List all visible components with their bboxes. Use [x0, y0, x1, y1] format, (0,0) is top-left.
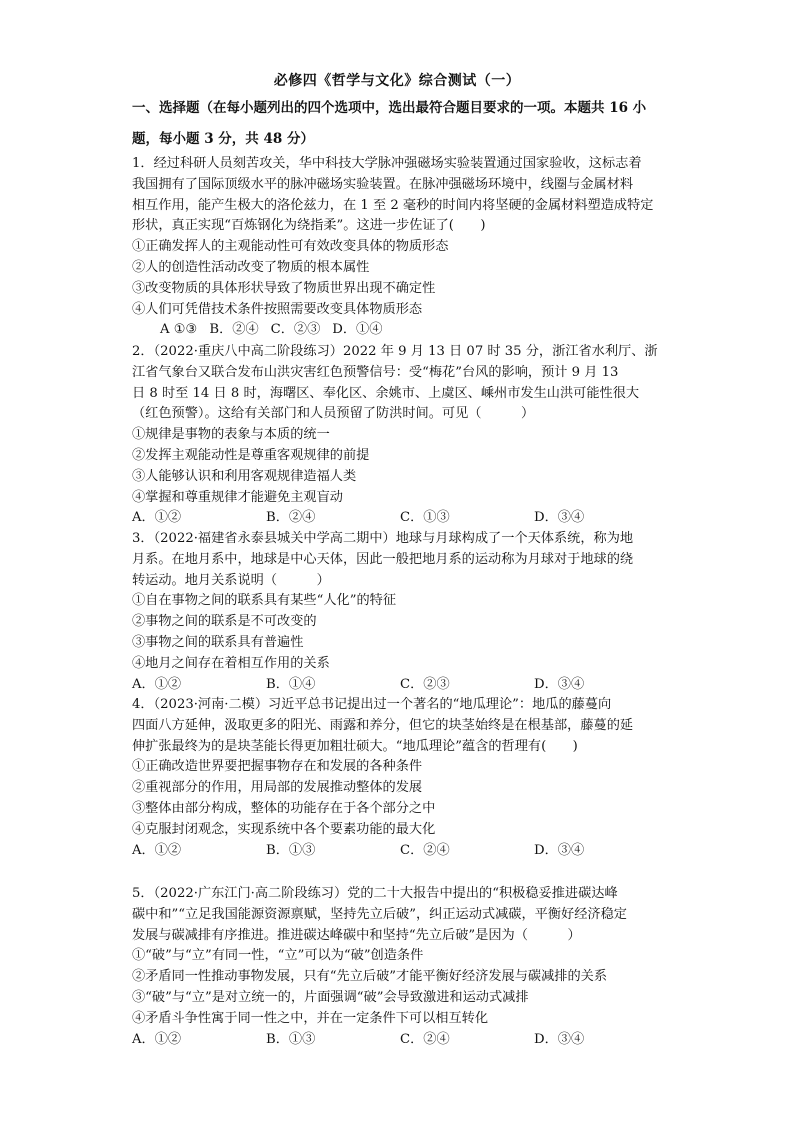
question-stem-line: 2．（2022·重庆八中高二阶段练习）2022 年 9 月 13 日 07 时 35 分，浙江省水利厅、浙 [132, 344, 658, 359]
choice-d[interactable]: D．③④ [534, 676, 585, 692]
question-stem-line: 四面八方延伸，汲取更多的阳光、雨露和养分，但它的块茎始终是在根基部，藤蔓的延 [132, 717, 634, 733]
statement-option: ②矛盾同一性推动事物发展，只有“先立后破”才能平衡好经济发展与碳减排的关系 [132, 969, 608, 985]
statement-option: ②重视部分的作用，用局部的发展推动整体的发展 [132, 780, 423, 796]
statement-option: ③“破”与“立”是对立统一的，片面强调“破”会导致激进和运动式减排 [132, 989, 529, 1005]
section-heading-line-1: 一、选择题（在每小题列出的四个选项中，选出最符合题目要求的一项。本题共 16 小 [132, 100, 647, 116]
question-stem-line: 月系。在地月系中，地球是中心天体，因此一般把地月系的运动称为月球对于地球的绕 [132, 551, 634, 567]
statement-option: ①自在事物之间的联系具有某些“人化”的特征 [132, 593, 397, 609]
choice-d[interactable]: D．①④ [332, 322, 383, 338]
choice-d[interactable]: D．③④ [534, 842, 585, 858]
page-title: 必修四《哲学与文化》综合测试（一） [273, 73, 521, 89]
statement-option: ④克服封闭观念，实现系统中各个要素功能的最大化 [132, 821, 436, 837]
question-stem-line: 1．经过科研人员刻苦攻关，华中科技大学脉冲强磁场实验装置通过国家验收，这标志着 [132, 156, 642, 171]
question-3 [132, 529, 668, 695]
choice-b[interactable]: B．①③ [266, 842, 316, 858]
question-5 [132, 884, 668, 1050]
statement-option: ③人能够认识和利用客观规律造福人类 [132, 468, 357, 484]
statement-option: ①正确改造世界要把握事物存在和发展的各种条件 [132, 759, 423, 775]
choice-a[interactable]: A．①② [132, 510, 182, 526]
statement-option: ④矛盾斗争性寓于同一性之中，并在一定条件下可以相互转化 [132, 1010, 489, 1026]
choice-c[interactable]: C．①③ [400, 510, 450, 526]
question-stem-line: （红色预警）。这给有关部门和人员预留了防洪时间。可见（ ） [132, 406, 535, 422]
choice-a[interactable]: A ①③ [160, 322, 198, 338]
question-stem-line: 4．（2023·河南·二模）习近平总书记提出过一个著名的“地瓜理论”：地瓜的藤蔓向 [132, 697, 612, 712]
answer-choices [132, 508, 668, 529]
question-stem-line: 转运动。地月关系说明（ ） [132, 572, 330, 588]
statement-option: ④人们可凭借技术条件按照需要改变具体物质形态 [132, 301, 423, 317]
question-stem-line: 我国拥有了国际顶级水平的脉冲磁场实验装置。在脉冲强磁场环境中，线圈与金属材料 [132, 176, 634, 192]
choice-a[interactable]: A．①② [132, 842, 182, 858]
choice-c[interactable]: C．②③ [270, 322, 321, 338]
choice-b[interactable]: B．②④ [266, 510, 316, 526]
statement-option: ②发挥主观能动性是尊重客观规律的前提 [132, 447, 370, 463]
statement-option: ④掌握和尊重规律才能避免主观盲动 [132, 489, 343, 505]
choice-d[interactable]: D．③④ [534, 510, 585, 526]
question-stem-line: 3．（2022·福建省永泰县城关中学高二期中）地球与月球构成了一个天体系统，称为地 [132, 531, 634, 546]
question-stem-line: 相互作用，能产生极大的洛伦兹力，在 1 至 2 毫秒的时间内将坚硬的金属材料塑造成特定 [132, 197, 654, 213]
question-4 [132, 695, 668, 861]
statement-option: ③改变物质的具体形状导致了物质世界出现不确定性 [132, 280, 436, 296]
question-stem-line: 发展与碳减排有序推进。推进碳达峰碳中和坚持“先立后破”是因为（ ） [132, 927, 581, 943]
question-stem-line: 日 8 时至 14 日 8 时，海曙区、奉化区、余姚市、上虞区、嵊州市发生山洪可能性很大 [132, 385, 640, 401]
statement-option: ①规律是事物的表象与本质的统一 [132, 427, 330, 443]
choice-c[interactable]: C．②③ [400, 676, 450, 692]
choice-b[interactable]: B．②④ [209, 322, 259, 338]
statement-option: ③事物之间的联系具有普遍性 [132, 634, 304, 650]
choice-b[interactable]: B．①④ [266, 676, 316, 692]
answer-choices [132, 675, 668, 696]
statement-option: ①正确发挥人的主观能动性可有效改变具体的物质形态 [132, 239, 449, 255]
statement-option: ①“破”与“立”有同一性，“立”可以为“破”创造条件 [132, 948, 424, 964]
statement-option: ②人的创造性活动改变了物质的根本属性 [132, 259, 370, 275]
statement-option: ③整体由部分构成，整体的功能存在于各个部分之中 [132, 800, 436, 816]
question-stem-line: 形状，真正实现“百炼钢化为绕指柔”。这进一步佐证了( ) [132, 218, 486, 234]
section-heading-line-2: 题，每小题 3 分，共 48 分） [132, 131, 314, 147]
answer-choices [132, 320, 668, 341]
choice-a[interactable]: A．①② [132, 676, 182, 692]
statement-option: ②事物之间的联系是不可改变的 [132, 614, 317, 630]
choice-c[interactable]: C．②④ [400, 1031, 450, 1047]
choice-c[interactable]: C．②④ [400, 842, 450, 858]
answer-choices [132, 841, 668, 862]
question-stem-line: 碳中和”“立足我国能源资源禀赋，坚持先立后破”，纠正运动式减碳，平衡好经济稳定 [132, 906, 627, 922]
question-stem-line: 伸扩张最终为的是块茎能长得更加粗壮硕大。“地瓜理论”蕴含的哲理有( ) [132, 738, 578, 754]
choice-b[interactable]: B．①③ [266, 1031, 316, 1047]
choice-d[interactable]: D．③④ [534, 1031, 585, 1047]
question-2 [132, 342, 668, 529]
question-stem-line: 5．（2022·广东江门·高二阶段练习）党的二十大报告中提出的“积极稳妥推进碳达峰 [132, 886, 618, 901]
question-stem-line: 江省气象台又联合发布山洪灾害红色预警信号：受“梅花”台风的影响，预计 9 月 13 [132, 364, 619, 380]
section-heading [132, 93, 672, 155]
answer-choices [132, 1030, 668, 1051]
statement-option: ④地月之间存在着相互作用的关系 [132, 655, 330, 671]
question-1 [132, 154, 668, 341]
choice-a[interactable]: A．①② [132, 1031, 182, 1047]
